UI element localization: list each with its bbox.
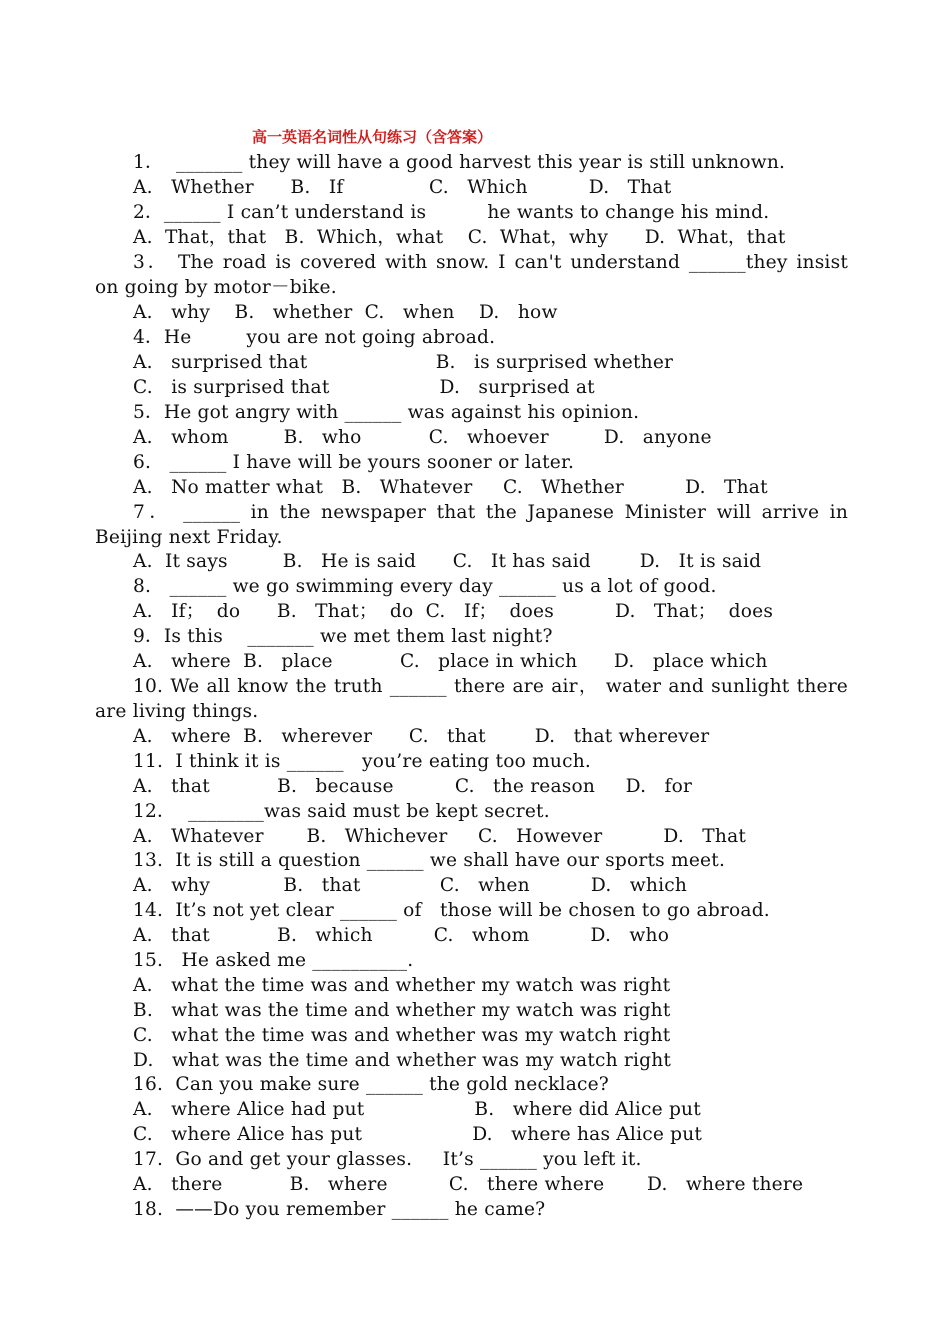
question-10-cont: are living things. [95,701,259,722]
options-16-ab: A. where Alice had put B. where did Alice put [133,1099,701,1120]
question-5: 5．He got angry with ______ was against his opinion. [133,402,640,423]
option-15-c: C. what the time was and whether was my watch right [133,1025,671,1046]
option-15-d: D. what was the time and whether was my watch right [133,1050,672,1071]
options-14: A. that B. which C. whom D. who [133,925,670,946]
options-7: A. It says B. He is said C. It has said D. It is said [133,551,762,572]
options-11: A. that B. because C. the reason D. for [133,776,693,797]
question-10: 10. We all know the truth ______ there are air， water and sunlight there [133,676,848,697]
options-17: A. there B. where C. there where D. where there [133,1174,804,1195]
question-9: 9．Is this _______ we met them last night? [133,626,553,647]
options-6: A. No matter what B. Whatever C. Whether D. That [133,477,768,498]
options-9: A. where B. place C. place in which D. place which [133,651,768,672]
question-3: 3． The road is covered with snow. I can't understand ______they insist [133,252,848,273]
question-14: 14. It’s not yet clear ______ of those will be chosen to go abroad. [133,900,770,921]
question-17: 17. Go and get your glasses. It’s ______ you left it. [133,1149,642,1170]
options-4-cd: C. is surprised that D. surprised at [133,377,595,398]
page-title: 高一英语名词性从句练习（含答案） [252,128,493,146]
question-6: 6. ______ I have will be yours sooner or later. [133,452,575,473]
question-4: 4．He you are not going abroad. [133,327,496,348]
question-8: 8. ______ we go swimming every day ______ us a lot of good. [133,576,717,597]
options-10: A. where B. wherever C. that D. that wherever [133,726,710,747]
options-16-cd: C. where Alice has put D. where has Alice put [133,1124,703,1145]
option-15-b: B. what was the time and whether my watch was right [133,1000,671,1021]
question-3-cont: on going by motor－bike. [95,277,337,298]
options-13: A. why B. that C. when D. which [133,875,688,896]
question-1: 1． _______ they will have a good harvest this year is still unknown. [133,152,786,173]
options-3: A. why B. whether C. when D. how [133,302,558,323]
question-7: 7． ______ in the newspaper that the Japanese Minister will arrive in [133,502,848,523]
question-12: 12． ________was said must be kept secret. [133,801,550,822]
question-2: 2．______ I can’t understand is he wants to change his mind. [133,202,770,223]
question-15: 15. He asked me __________. [133,950,414,971]
options-2: A. That，that B. Which，what C. What，why D. What，that [133,227,786,248]
question-7-cont: Beijing next Friday. [95,527,283,548]
question-11: 11. I think it is ______ you’re eating too much. [133,751,591,772]
options-4-ab: A. surprised that B. is surprised whether [133,352,674,373]
question-16: 16. Can you make sure ______ the gold necklace? [133,1074,609,1095]
option-15-a: A. what the time was and whether my watch was right [133,975,671,996]
options-1: A. Whether B. If C. Which D. That [133,177,672,198]
options-12: A. Whatever B. Whichever C. However D. That [133,826,747,847]
question-13: 13. It is still a question ______ we shall have our sports meet. [133,850,726,871]
question-18: 18. ——Do you remember ______ he came? [133,1199,546,1220]
options-8: A. If； do B. That； do C. If； does D. That； does [133,601,774,622]
options-5: A. whom B. who C. whoever D. anyone [133,427,712,448]
